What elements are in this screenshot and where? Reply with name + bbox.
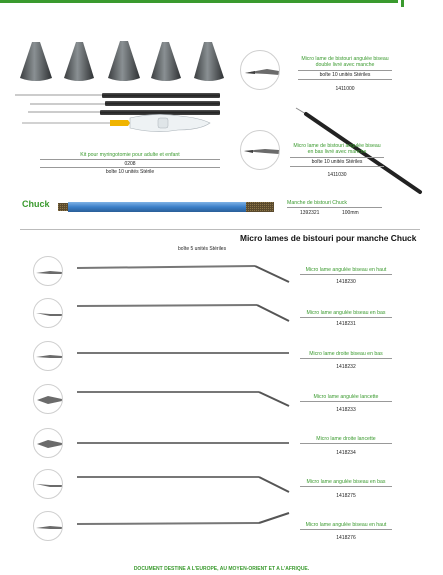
chuck-rule — [287, 207, 382, 208]
blade-rule-4 — [300, 401, 392, 402]
blade-rule-6 — [300, 486, 392, 487]
blade-title-1: Micro lame angulée biseau en haut — [305, 267, 387, 273]
top-accent-tick — [401, 0, 404, 7]
scalpel-bas-pack: boîte 10 unités Stériles — [311, 159, 363, 165]
chuck-handle-image — [58, 200, 276, 214]
blade-detail-7 — [33, 511, 63, 541]
top-accent-bar — [0, 0, 398, 3]
section-pack: boîte 5 unités Stériles — [178, 246, 227, 252]
scalpel-bas-rule — [290, 157, 384, 158]
scalpel-bas-rule-2 — [290, 166, 384, 167]
kit-code: 0208 — [124, 161, 136, 167]
blade-title-3: Micro lame droite biseau en bas — [309, 351, 383, 357]
chuck-label: Chuck — [22, 199, 50, 209]
kit-rule — [40, 159, 220, 160]
blade-detail-5 — [33, 428, 63, 458]
blade-rule-5 — [300, 443, 392, 444]
scalpel-bas-detail — [240, 130, 280, 170]
blade-image-1 — [75, 260, 293, 284]
blade-code-7: 1418276 — [336, 535, 356, 541]
blade-image-3 — [75, 348, 293, 358]
blade-title-2: Micro lame angulée biseau en bas — [306, 310, 386, 316]
blade-code-2: 1418231 — [336, 321, 356, 327]
blade-detail-6 — [33, 469, 63, 499]
scalpel-double-title: Micro lame de bistouri angulée biseau double livré avec manche — [301, 56, 389, 68]
blade-image-6 — [75, 472, 293, 496]
chuck-title: Manche de bistouri Chuck — [287, 200, 347, 206]
blade-code-3: 1418232 — [336, 364, 356, 370]
scalpel-double-code: 1411000 — [335, 86, 355, 92]
scalpel-bas-title: Micro lame de bistouri angulée biseau en bas livré avec manche — [293, 143, 381, 155]
kit-pack: boîte 10 unités Stérile — [105, 169, 155, 175]
blade-code-6: 1418275 — [336, 493, 356, 499]
scalpel-double-pack: boîte 10 unités Stériles — [319, 72, 371, 78]
blade-code-1: 1418230 — [336, 279, 356, 285]
kit-rule-2 — [40, 167, 220, 168]
blade-code-4: 1418233 — [336, 407, 356, 413]
blade-code-5: 1418234 — [336, 450, 356, 456]
blade-title-5: Micro lame droite lancette — [316, 436, 376, 442]
scalpel-double-rule — [298, 70, 392, 71]
chuck-size: 100mm — [342, 210, 359, 216]
blade-detail-2 — [33, 298, 63, 328]
blade-rule-1 — [300, 274, 392, 275]
section-divider — [20, 229, 420, 230]
blade-title-6: Micro lame angulée biseau en bas — [306, 479, 386, 485]
section-title: Micro lames de bistouri pour manche Chuck — [240, 233, 417, 243]
chuck-code: 1392321 — [300, 210, 320, 216]
kit-title: Kit pour myringotomie pour adulte et enfant — [80, 152, 180, 158]
blade-rule-2 — [300, 317, 392, 318]
footer-notice: DOCUMENT DESTINE A L'EUROPE, AU MOYEN-ORIENT ET A L'AFRIQUE. — [133, 566, 310, 572]
blade-image-4 — [75, 388, 293, 412]
blade-rule-3 — [300, 358, 392, 359]
blade-image-5 — [75, 438, 293, 448]
blade-image-7 — [75, 512, 293, 538]
blade-image-2 — [75, 300, 293, 324]
blade-detail-1 — [33, 256, 63, 286]
blade-title-7: Micro lame angulée biseau en haut — [305, 522, 387, 528]
blade-title-4: Micro lame angulée lancette — [313, 394, 379, 400]
speculum-set — [20, 41, 224, 81]
scalpel-bas-code: 1411030 — [327, 172, 347, 178]
blade-rule-7 — [300, 529, 392, 530]
scalpel-double-detail — [240, 50, 280, 90]
blade-detail-4 — [33, 384, 63, 414]
blade-detail-3 — [33, 341, 63, 371]
myringotomy-kit-image — [10, 40, 230, 155]
scalpel-double-rule-2 — [298, 79, 392, 80]
